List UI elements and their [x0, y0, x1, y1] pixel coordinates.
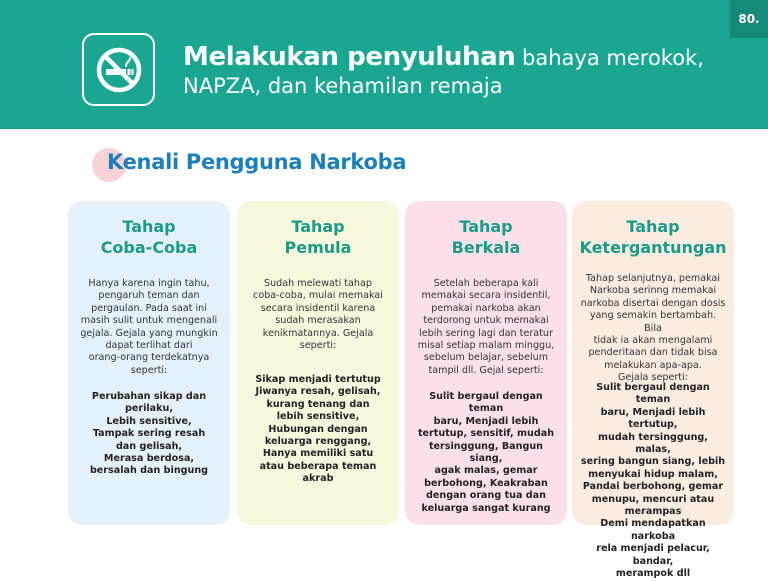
- desc-line: orang-orang terdekatnya: [88, 352, 210, 364]
- symptom-line: keluarga sangat kurang: [421, 502, 551, 514]
- stage-card-coba-coba: [68, 201, 230, 525]
- card-title-line: Berkala: [451, 238, 521, 257]
- card-title: [68, 216, 230, 258]
- desc-line: yang semakin bertambah. Bila: [589, 310, 717, 334]
- title-rest: bahaya merokok,: [515, 46, 704, 70]
- card-description: [76, 278, 222, 377]
- desc-line: lebih sering lagi dan teratur: [419, 327, 553, 339]
- desc-line: gejala. Gejala yang mungkin: [80, 327, 218, 339]
- no-smoking-icon-frame: [82, 33, 155, 106]
- symptom-line: tertutup, sensitif, mudah: [417, 428, 555, 440]
- desc-line: pemakai narkoba akan: [431, 302, 541, 314]
- section-title: Kenali Pengguna Narkoba: [107, 150, 407, 174]
- card-title: [405, 216, 567, 258]
- desc-line: secara insidentil karena: [260, 302, 376, 314]
- stage-card-pemula: [237, 201, 399, 525]
- symptom-line: agak malas, gemar: [434, 465, 538, 477]
- symptom-line: atau beberapa teman: [259, 460, 377, 472]
- desc-line: pergaulan. Pada saat ini: [91, 302, 207, 314]
- symptom-line: tersinggung, Bangun siang,: [428, 440, 544, 465]
- desc-line: Setelah beberapa kali: [433, 278, 539, 289]
- desc-line: seperti:: [299, 340, 337, 352]
- symptom-line: Lebih sensitive,: [106, 415, 192, 427]
- symptom-line: akrab: [302, 473, 334, 485]
- desc-line: dapat terlihat dari: [105, 340, 193, 352]
- desc-line: sebelum belajar, sebelum: [423, 352, 549, 364]
- desc-line: coba-coba, mulai memakai: [253, 290, 383, 302]
- desc-line: Sudah melewati tahap: [264, 278, 372, 289]
- symptom-line: dengan orang tua dan: [426, 490, 546, 502]
- card-symptoms: [413, 391, 559, 515]
- desc-line: narkoba disertai dengan dosis: [580, 297, 726, 309]
- symptom-line: Hanya memiliki satu: [262, 448, 374, 460]
- card-description: [413, 278, 559, 377]
- symptom-line: Tampak sering resah: [92, 428, 206, 440]
- symptom-line: Perubahan sikap dan: [91, 391, 207, 402]
- card-description: [580, 273, 726, 385]
- symptom-line: mudah tersinggung, malas,: [598, 431, 708, 456]
- desc-line: Hanya karena ingin tahu,: [88, 278, 210, 289]
- desc-line: tampil dll. Gejal seperti:: [428, 364, 544, 376]
- symptom-line: baru, Menjadi lebih tertutup,: [600, 406, 706, 431]
- symptom-line: lebih sensitive,: [276, 411, 360, 423]
- desc-line: Gejala seperti:: [618, 372, 688, 384]
- desc-line: misal setiap malam minggu,: [417, 340, 555, 352]
- desc-line: memakai secara insidentil,: [421, 290, 551, 302]
- title-bold: Melakukan penyuluhan: [183, 42, 516, 72]
- card-symptoms: [76, 391, 222, 478]
- card-symptoms: [580, 382, 726, 581]
- stage-card-berkala: [405, 201, 567, 525]
- desc-line: penderitaan dan tidak bisa: [588, 347, 718, 359]
- card-title: [572, 216, 734, 258]
- symptom-line: sering bangun siang, lebih: [580, 456, 726, 468]
- symptom-line: Jiwanya resah, gelisah,: [255, 386, 381, 398]
- symptom-line: Sulit bergaul dengan teman: [596, 382, 710, 406]
- desc-line: Narkoba serinng memakai: [589, 285, 717, 297]
- desc-line: sudah merasakan: [275, 315, 361, 327]
- desc-line: terdorong untuk memakai: [423, 315, 549, 327]
- symptom-line: merampas: [624, 506, 682, 518]
- symptom-line: menyukai hidup malam,: [588, 468, 718, 480]
- symptom-line: perilaku,: [124, 403, 173, 415]
- symptom-line: Merasa berdosa,: [103, 453, 195, 465]
- symptom-line: baru, Menjadi lebih: [433, 415, 539, 427]
- symptom-line: keluarga renggang,: [264, 436, 372, 448]
- desc-line: tidak ia akan mengalami: [593, 335, 713, 347]
- symptom-line: dan gelisah,: [115, 440, 183, 452]
- card-title-line: Tahap: [626, 217, 680, 236]
- page-number: 80.: [730, 0, 768, 38]
- symptom-line: rela menjadi pelacur, bandar,: [596, 543, 710, 567]
- card-title-line: Tahap: [122, 217, 176, 236]
- desc-line: melakukan apa-apa.: [604, 359, 702, 371]
- card-title-line: Pemula: [284, 238, 352, 257]
- symptom-line: menupu, mencuri atau: [591, 493, 715, 505]
- card-title-line: Tahap: [459, 217, 513, 236]
- title-line2: NAPZA, dan kehamilan remaja: [183, 74, 503, 98]
- symptom-line: bersalah dan bingung: [89, 465, 209, 477]
- card-title: [237, 216, 399, 258]
- symptom-line: Hubungan dengan: [268, 423, 368, 435]
- no-smoking-icon: [95, 46, 143, 94]
- card-title-line: Ketergantungan: [579, 238, 727, 257]
- stage-card-ketergantungan: [572, 201, 734, 580]
- desc-line: kenikmatannya. Gejala: [262, 327, 374, 339]
- symptom-line: Demi mendapatkan narkoba: [600, 518, 706, 542]
- card-symptoms: [245, 374, 391, 486]
- symptom-line: Pandai berbohong, gemar: [582, 481, 724, 493]
- desc-line: masih sulit untuk mengenali: [80, 315, 218, 327]
- desc-line: Tahap selanjutnya, pemakai: [585, 273, 721, 284]
- card-description: [245, 278, 391, 352]
- symptom-line: kurang tenang dan: [266, 398, 370, 410]
- desc-line: pengaruh teman dan: [98, 290, 200, 302]
- symptom-line: merampok dll: [615, 568, 691, 580]
- symptom-line: berbohong, Keakraban: [424, 477, 548, 489]
- header-banner: [0, 0, 768, 129]
- page-title: [183, 44, 743, 100]
- card-title-line: Tahap: [291, 217, 345, 236]
- card-title-line: Coba-Coba: [100, 238, 198, 257]
- desc-line: seperti:: [130, 364, 168, 376]
- symptom-line: Sikap menjadi tertutup: [255, 374, 381, 385]
- symptom-line: Sulit bergaul dengan teman: [429, 391, 543, 415]
